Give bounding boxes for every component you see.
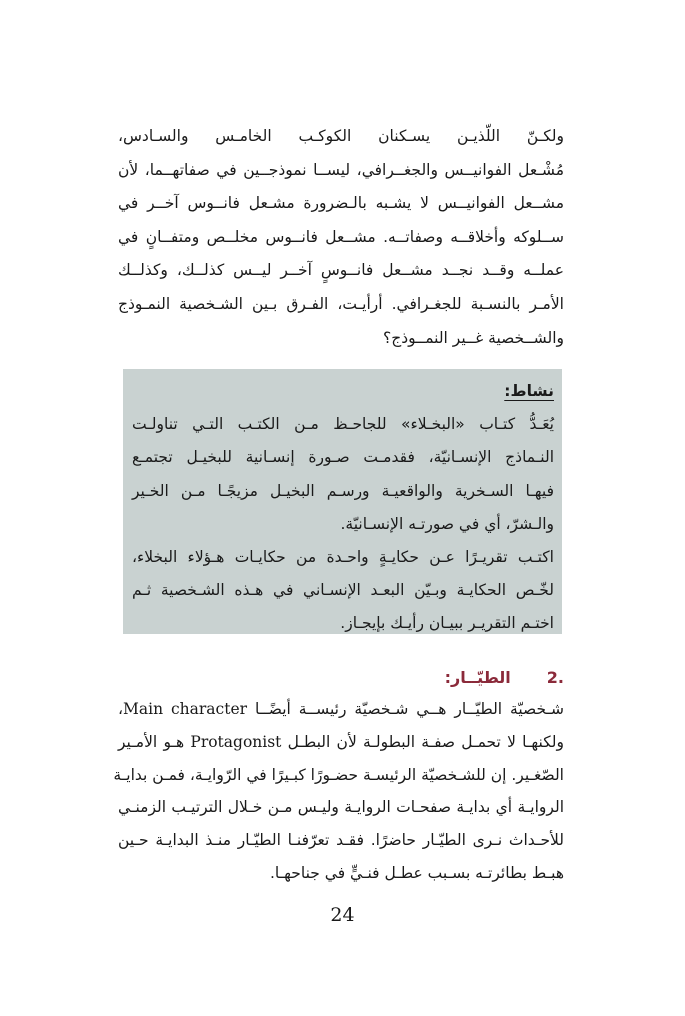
intro-paragraph [118,120,564,355]
activity-box [123,369,562,634]
intro-line: مشــعل الفوانيــس لا يشـبه بالـضرورة مشـعل فانــوس آخــر في [118,194,564,213]
section-line [118,693,564,726]
activity-title: نشاط: [504,382,554,400]
page-number: 24 [330,904,355,926]
latin-term: Protagonist [190,732,282,751]
intro-line: ســلوكه وأخلاقــه وصفاتــه. مشــعل فانــوس مخلــص ومتفــانٍ في [118,227,564,246]
activity-line: اكتـب تقريـرًا عـن حكايـةٍ واحـدة من حكايـات هـؤلاء البخلاء، [132,548,554,567]
intro-line: عملــه وقــد نجــد مشــعل فانــوسٍ آخــر ليــس كذلــك، وكذلــك [118,261,564,280]
section-heading [330,664,564,692]
activity-line: فيهـا السـخرية والواقعيـة ورسـم البخيـل مزيجًـا مـن الخـير [132,481,554,500]
activity-line: النـماذج الإنسـانيّة، فقدمـت صـورة إنسـانية للبخيـل تجتمـع [132,448,554,467]
intro-line: مُشْـعل الفوانيــس والجغــرافي، ليســا نموذجــين في صفاتهــما، لأن [118,160,564,179]
intro-line: الأمـر بالنسـبة للجغـرافي. أرأيـت، الفـرق بـين الشـخصية النمـوذج [118,294,564,313]
section-line-text: ولكنهـا لا تحمـل صفـة البطولـة لأن البطـل [287,732,564,751]
section-line-text: شـخصيّة الطيّــار هــي شـخصيّة رئيســة أيضًــا [254,700,564,718]
activity-line: والـشرّ، أي في صورتـه الإنسـانيّة. [340,514,554,533]
section-line: هبـط بطائرتـه بسـبب عطـل فنـيٍّ في جناحهـا. [269,863,564,882]
section-paragraph [113,693,564,890]
section-title: الطيّــار: [444,668,511,687]
activity-line: يُعَـدُّ كتـاب «البخـلاء» للجاحـظ مـن الكتـب التـي تناولـت [132,415,554,434]
latin-term: Main character [123,700,248,718]
section-line-text: هـو الأمـير [118,732,185,751]
section-line-text: ، [118,700,124,718]
activity-content [123,369,562,641]
section-line: الروايـة أي بدايـة صفحـات الروايـة وليـس مـن خـلال الترتيـب الزمنـي [118,798,564,817]
activity-line: لخّـص الحكايـة وبـيّن البعـد الإنسـاني في هـذه الشـخصية ثـم [132,581,554,600]
intro-line: والشــخصية غــير النمــوذج؟ [382,328,564,347]
section-line [118,726,564,759]
section-line: للأحـداث نـرى الطيّـار حاضرًا. فقـد تعرّفنـا الطيّـار منـذ البدايـة حـين [118,831,564,850]
activity-line: اختـم التقريـر ببيـان رأيـك بإيجـاز. [340,614,554,633]
section-number: .2 [546,668,564,687]
intro-line: ولكـنّ اللّذيـن يسـكنان الكوكـب الخامـس والسـادس، [118,127,564,145]
section-line: الصّغـير. إن للشـخصيّة الرئيسـة حضـورًا كبـيرًا في الرّوايـة، فمـن بدايـة [113,765,564,784]
